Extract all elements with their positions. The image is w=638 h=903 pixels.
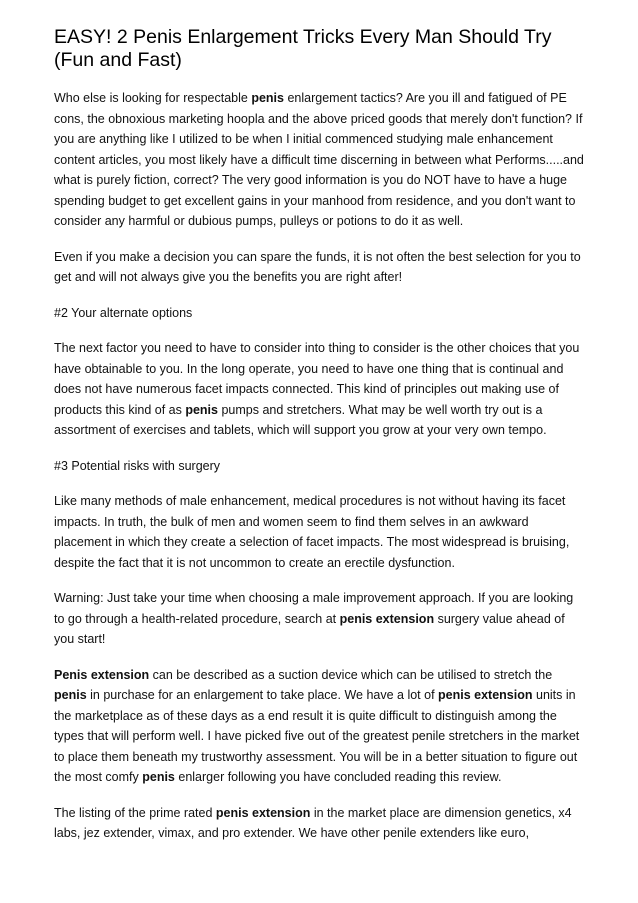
text-run: pumps and stretchers. What may be well worth try out is a assortment of exercises and tablets, which will support you grow at your very own tempo. bbox=[54, 402, 547, 437]
text-run: #2 Your alternate options bbox=[54, 305, 193, 320]
text-run: can be described as a suction device which can be utilised to stretch the bbox=[149, 667, 553, 682]
bold-keyword: penis extension bbox=[339, 611, 435, 626]
paragraph bbox=[54, 588, 586, 650]
text-run: Warning: Just take your time when choosing a male improvement approach. If you are looking to go through a health-related procedure, search at bbox=[54, 591, 574, 626]
text-run: units in the marketplace as of these days as a end result it is quite difficult to distinguish among the types that will perform well. I have picked five out of the greatest penile stretchers in the market to place them beneath my trustworthy assessment. You will be in a better situation to figure out the most comfy bbox=[54, 688, 580, 784]
paragraph bbox=[54, 803, 586, 844]
paragraph bbox=[54, 456, 586, 477]
paragraph bbox=[54, 338, 586, 441]
text-run: The next factor you need to have to consider into thing to consider is the other choices that you have obtainable to you. In the long operate, you need to have one thing that is continual and does not have numerous facet impacts connected. This kind of principles out making use of products this kind of as bbox=[54, 341, 580, 417]
document-body bbox=[54, 88, 586, 844]
text-run: Who else is looking for respectable bbox=[54, 91, 252, 105]
text-run: The listing of the prime rated bbox=[54, 805, 216, 820]
paragraph bbox=[54, 665, 586, 788]
text-run: in the market place are dimension genetics, x4 labs, jez extender, vimax, and pro extender. We have other penile extenders like euro, bbox=[54, 805, 572, 840]
bold-keyword: penis bbox=[54, 688, 87, 702]
bold-keyword: penis extension bbox=[438, 688, 533, 702]
text-run: in purchase for an enlargement to take place. We have a lot of bbox=[86, 688, 439, 702]
text-run: Like many methods of male enhancement, medical procedures is not without having its facet impacts. In truth, the bulk of men and women seem to find them selves in an awkward placement in which they create a selection of facet impacts. The most widespread is bruising, despite the fact that it is not uncommon to create an erectile dysfunction. bbox=[54, 494, 570, 570]
document-page bbox=[54, 26, 586, 859]
paragraph bbox=[54, 303, 586, 324]
paragraph bbox=[54, 491, 586, 573]
text-run: surgery value ahead of you start! bbox=[54, 611, 565, 646]
bold-keyword: penis extension bbox=[215, 805, 311, 820]
paragraph bbox=[54, 88, 586, 232]
bold-keyword: Penis extension bbox=[54, 667, 150, 682]
document-title: EASY! 2 Penis Enlargement Tricks Every Man Should Try (Fun and Fast) bbox=[54, 26, 552, 71]
text-run: Even if you make a decision you can spare the funds, it is not often the best selection for you to get and will not always give you the benefits you are right after! bbox=[54, 249, 581, 284]
bold-keyword: penis bbox=[185, 402, 218, 417]
paragraph bbox=[54, 247, 586, 288]
text-run: #3 Potential risks with surgery bbox=[54, 458, 221, 473]
bold-keyword: penis bbox=[142, 770, 175, 784]
text-run: enlarger following you have concluded reading this review. bbox=[174, 770, 502, 784]
text-run: enlargement tactics? Are you ill and fatigued of PE cons, the obnoxious marketing hoopla and the above priced goods that merely don't function? If you are anything like I utilized to be when I initial commenced studying male enhancement content articles, you most likely have a difficult time discerning in between what Performs.....and what is purely fiction, correct? The very good information is you do NOT have to have a huge spending budget to get excellent gains in your manhood from residence, and you don't want to consider any harmful or dubious pumps, pulleys or potions to do it as well. bbox=[54, 91, 584, 228]
bold-keyword: penis bbox=[251, 91, 284, 105]
